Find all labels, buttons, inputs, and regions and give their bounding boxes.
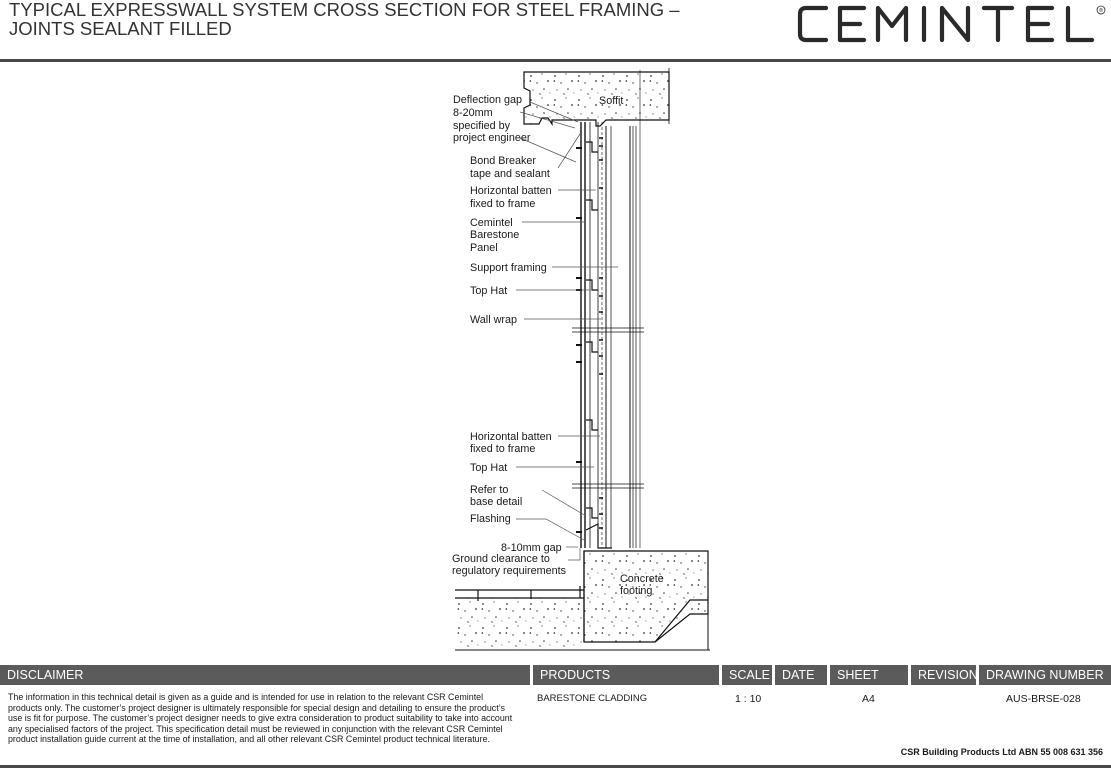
product-value: BARESTONE CLADDING bbox=[537, 693, 648, 704]
wall-assembly bbox=[572, 70, 644, 548]
header-scale: SCALE bbox=[722, 665, 772, 685]
callout-labels bbox=[452, 94, 667, 597]
label-support-framing: Support framing bbox=[470, 262, 547, 274]
header-sheet-size: SHEET SIZE bbox=[830, 665, 908, 685]
disclaimer-text: The information in this technical detail is given as a guide and is intended for use in relation to the relevant CSR Cemintel products only. The customer’s project designer is ultimately responsible for special design and detailing to ensure the product’s use is fit for purpose. The customer’s project designer needs to give extra consideration to product suitability to take into account any specialised factors of the project. This specification detail must be reviewed in conjunction with the relevant CSR Cemintel product installation guide current at the time of installation, and all other relevant CSR Cemintel product technical literature. bbox=[8, 692, 513, 745]
label-top-hat-lower: Top Hat bbox=[470, 462, 508, 474]
label-flashing: Flashing bbox=[470, 513, 511, 525]
cemintel-logo bbox=[796, 2, 1108, 46]
header-disclaimer: DISCLAIMER bbox=[0, 665, 530, 685]
label-horizontal-batten-top: Horizontal batten fixed to frame bbox=[470, 185, 552, 210]
label-wall-wrap: Wall wrap bbox=[470, 314, 517, 326]
label-refer-base-detail: Refer to base detail bbox=[470, 484, 523, 508]
company-abn: CSR Building Products Ltd ABN 55 008 631 356 bbox=[900, 747, 1103, 757]
soffit-slab bbox=[524, 68, 669, 126]
registered-mark: ® bbox=[1098, 8, 1104, 14]
label-concrete-footing: Concrete footing bbox=[620, 573, 664, 597]
label-horizontal-batten-bottom: Horizontal batten fixed to frame bbox=[470, 431, 552, 455]
label-gap: 8-10mm gap bbox=[501, 542, 562, 554]
label-top-hat-upper: Top Hat bbox=[470, 285, 508, 297]
drawing-title-line-2: JOINTS SEALANT FILLED bbox=[9, 18, 232, 39]
cross-section-drawing bbox=[0, 62, 1111, 662]
sheet-size-value: A4 bbox=[862, 693, 875, 705]
label-ground-clearance: Ground clearance to regulatory requirements bbox=[452, 553, 567, 577]
scale-value: 1 : 10 bbox=[735, 693, 762, 705]
label-soffit: Soffit bbox=[599, 95, 624, 107]
header-date: DATE bbox=[775, 665, 827, 685]
header-products: PRODUCTS bbox=[533, 665, 719, 685]
label-bond-breaker: Bond Breaker tape and sealant bbox=[470, 155, 550, 180]
drawing-title bbox=[9, 0, 680, 38]
label-deflection-gap: Deflection gap 8-20mm specified by project engineer bbox=[453, 94, 531, 144]
label-barestone-panel: Cemintel Barestone Panel bbox=[470, 217, 520, 254]
drawing-number-value: AUS-BRSE-028 bbox=[1006, 693, 1081, 705]
header-drawing-number: DRAWING NUMBER bbox=[979, 665, 1111, 685]
header-revision: REVISION bbox=[911, 665, 976, 685]
drawing-title-line-1: TYPICAL EXPRESSWALL SYSTEM CROSS SECTION FOR STEEL FRAMING – bbox=[9, 0, 680, 20]
